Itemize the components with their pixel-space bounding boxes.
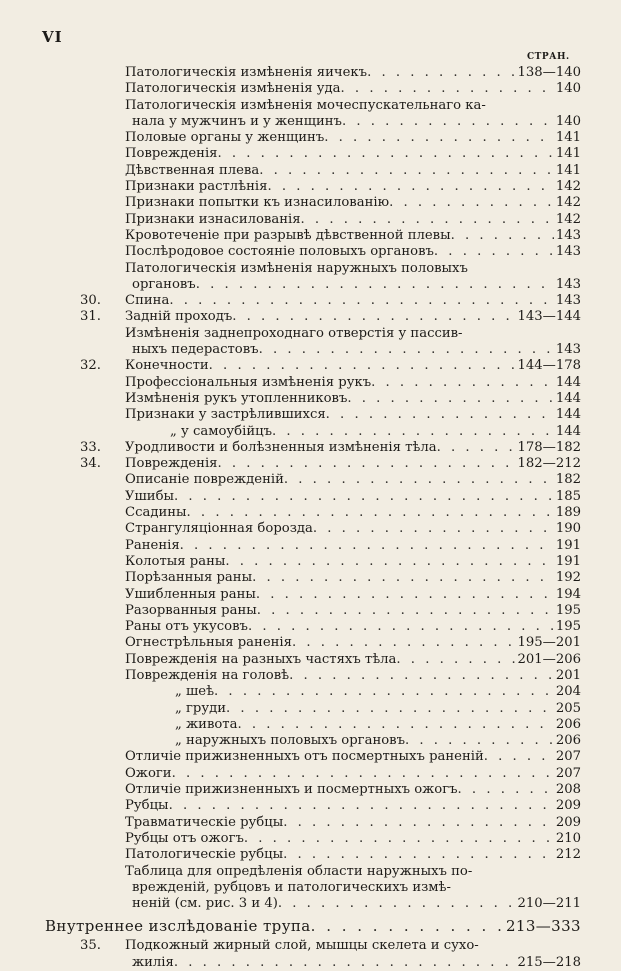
toc-entry-pages: 207 [555, 765, 581, 781]
toc-entry-title: Измѣненія заднепроходнаго отверстія у пассив- [125, 325, 463, 341]
toc-entry-title: Ушибы [125, 488, 175, 504]
toc-entry [0, 472, 621, 488]
toc-entry-pages: 195 [555, 602, 581, 618]
toc-entry-pages: 142 [555, 179, 581, 195]
toc-leader-dots [484, 749, 554, 765]
toc-entry-title: Признаки изнасилованія [125, 211, 301, 227]
toc-entry-title: Конечности [125, 358, 209, 374]
toc-entry [0, 440, 621, 456]
toc-entry [0, 917, 621, 936]
toc-entry [0, 684, 621, 700]
toc-entry-pages: 201—206 [517, 651, 581, 667]
toc-entry-pages: 143 [555, 244, 581, 260]
toc-entry-title: Подкожный жирный слой, мышцы скелета и сухо- [125, 938, 479, 954]
toc-entry-pages: 140 [555, 81, 581, 97]
toc-entry-pages: 144 [555, 407, 581, 423]
toc-leader-dots [283, 815, 554, 831]
toc-entry-title: Патологическія измѣненія яичекъ [125, 65, 368, 80]
toc-entry-pages: 206 [555, 733, 581, 749]
toc-entry-pages: 144 [555, 390, 581, 406]
toc-entry-title: нала у мужчинъ и у женщинъ [132, 113, 342, 129]
toc-leader-dots [237, 717, 553, 733]
toc-leader-dots [172, 766, 554, 782]
toc-entry [0, 489, 621, 505]
toc-entry [0, 65, 621, 81]
toc-entry-number: 34. [80, 456, 101, 472]
toc-entry-title: Уродливости и болѣзненныя измѣненія тѣла [125, 439, 437, 455]
toc-leader-dots [389, 195, 554, 211]
toc-leader-dots [367, 65, 515, 81]
toc-entry [0, 847, 621, 863]
toc-leader-dots [174, 955, 516, 971]
toc-leader-dots [311, 917, 504, 936]
toc-leader-dots [283, 847, 554, 863]
toc-entry [0, 130, 621, 146]
toc-entry [0, 652, 621, 668]
toc-entry-title: Описаніе поврежденій [125, 472, 284, 488]
toc-entry-pages: 208 [555, 782, 581, 798]
toc-entry [0, 228, 621, 244]
toc-leader-dots [451, 228, 554, 244]
toc-leader-dots [259, 342, 554, 358]
toc-entry-number: 32. [80, 358, 101, 374]
toc-entry-pages: 144 [555, 374, 581, 390]
toc-leader-dots [341, 81, 554, 97]
toc-entry [0, 587, 621, 603]
toc-entry-pages: 140 [555, 113, 581, 129]
toc-entry-pages: 143 [555, 276, 581, 292]
pages-column-header: СТРАН. [527, 52, 570, 62]
toc-entry [0, 81, 621, 97]
toc-leader-dots [434, 244, 554, 260]
toc-leader-dots [180, 538, 554, 554]
toc-entry-pages: 205 [555, 700, 581, 716]
toc-entry-title: Травматическіе рубцы [125, 814, 284, 830]
toc-leader-dots [347, 391, 553, 407]
toc-entry-pages: 209 [555, 814, 581, 830]
toc-leader-dots [405, 733, 554, 749]
toc-leader-dots [225, 554, 553, 570]
toc-entry-pages: 142 [555, 211, 581, 227]
toc-entry-pages: 143 [555, 227, 581, 243]
toc-entry-title: врежденій, рубцовъ и патологическихъ измѣ- [132, 879, 451, 895]
toc-entry-title: Внутреннее изслѣдованіе трупа [45, 917, 311, 936]
toc-entry [0, 293, 621, 309]
toc-leader-dots [209, 358, 516, 374]
toc-entry-pages: 212 [555, 847, 581, 863]
toc-entry-title: Разорванныя раны [125, 602, 257, 618]
toc-entry-title: Признаки растлѣнія [125, 179, 268, 195]
toc-entry [0, 538, 621, 554]
toc-entry-title: Поврежденія на разныхъ частяхъ тѣла [125, 651, 397, 667]
toc-entry-pages: 190 [555, 521, 581, 537]
toc-entry-pages: 206 [555, 716, 581, 732]
toc-entry-pages: 143—144 [517, 309, 581, 325]
toc-entry [0, 375, 621, 391]
toc-entry [0, 766, 621, 782]
toc-leader-dots [342, 114, 554, 130]
toc-entry [0, 179, 621, 195]
toc-entry [0, 114, 621, 130]
toc-entry-pages: 204 [555, 684, 581, 700]
toc-entry-title: Поврежденія [125, 456, 218, 472]
toc-entry [0, 798, 621, 814]
toc-entry-title: Странгуляціонная борозда [125, 521, 313, 537]
toc-leader-dots [174, 489, 554, 505]
toc-leader-dots [284, 472, 554, 488]
toc-entry-title: Патологическія измѣненія наружныхъ половыхъ [125, 260, 468, 276]
toc-entry [0, 603, 621, 619]
toc-leader-dots [256, 587, 554, 603]
toc-entry [0, 554, 621, 570]
toc-entry-title: „ живота [175, 716, 238, 732]
toc-entry-title: жилія [132, 954, 174, 970]
toc-entry-title: Патологическія измѣненія мочеспускательнаго ка- [125, 97, 486, 113]
toc-entry [0, 880, 621, 896]
toc-entry-pages: 210—211 [517, 896, 581, 912]
toc-leader-dots [244, 831, 554, 847]
toc-entry [0, 782, 621, 798]
toc-entry-number: 35. [80, 938, 101, 954]
toc-entry-title: Ссадины [125, 505, 187, 521]
table-of-contents [0, 65, 621, 971]
toc-entry [0, 277, 621, 293]
toc-entry [0, 635, 621, 651]
toc-entry-title: Патологическіе рубцы [125, 847, 284, 863]
toc-entry [0, 244, 621, 260]
toc-entry [0, 98, 621, 114]
toc-entry [0, 195, 621, 211]
toc-entry [0, 619, 621, 635]
toc-entry-number: 31. [80, 309, 101, 325]
toc-leader-dots [248, 619, 554, 635]
toc-entry-title: Профессіональныя измѣненія рукъ [125, 374, 372, 390]
toc-entry-number: 30. [80, 293, 101, 309]
toc-entry [0, 391, 621, 407]
toc-entry-pages: 182—212 [517, 456, 581, 472]
toc-entry [0, 146, 621, 162]
toc-entry-pages: 178—182 [517, 439, 581, 455]
toc-entry-number: 33. [80, 439, 101, 455]
toc-entry-title: ныхъ педерастовъ [132, 342, 259, 358]
toc-leader-dots [396, 652, 515, 668]
toc-entry [0, 456, 621, 472]
toc-entry-pages: 141 [555, 162, 581, 178]
toc-entry-pages: 191 [555, 537, 581, 553]
toc-entry-title: „ груди [175, 700, 227, 716]
toc-entry-pages: 213—333 [505, 917, 581, 936]
toc-leader-dots [218, 146, 554, 162]
toc-entry-pages: 138—140 [517, 65, 581, 80]
toc-entry-title: Отличіе прижизненныхъ и посмертныхъ ожогъ [125, 782, 458, 798]
toc-leader-dots [214, 684, 554, 700]
toc-leader-dots [196, 277, 554, 293]
toc-entry-pages: 143 [555, 342, 581, 358]
toc-entry-pages: 141 [555, 146, 581, 162]
page-number: VI [42, 28, 63, 46]
toc-entry [0, 505, 621, 521]
toc-entry-title: Поврежденія [125, 146, 218, 162]
toc-leader-dots [289, 668, 554, 684]
toc-entry-pages: 182 [555, 472, 581, 488]
toc-leader-dots [218, 456, 516, 472]
toc-entry [0, 407, 621, 423]
toc-entry-title: Порѣзанныя раны [125, 570, 253, 586]
toc-entry [0, 733, 621, 749]
toc-entry [0, 212, 621, 228]
toc-entry [0, 570, 621, 586]
toc-entry [0, 521, 621, 537]
toc-entry [0, 864, 621, 880]
toc-leader-dots [437, 440, 516, 456]
toc-entry-title: Раненія [125, 537, 180, 553]
toc-entry-title: органовъ [132, 276, 196, 292]
toc-entry-pages: 209 [555, 798, 581, 814]
toc-entry-title: Рубцы отъ ожогъ [125, 830, 244, 846]
toc-entry [0, 815, 621, 831]
toc-leader-dots [169, 293, 554, 309]
toc-entry-pages: 185 [555, 488, 581, 504]
toc-entry-pages: 195 [555, 619, 581, 635]
toc-leader-dots [324, 130, 554, 146]
toc-entry [0, 668, 621, 684]
toc-entry [0, 358, 621, 374]
toc-leader-dots [257, 603, 554, 619]
toc-entry-title: Раны отъ укусовъ [125, 619, 248, 635]
toc-entry [0, 326, 621, 342]
toc-entry-title: Огнестрѣльныя раненія [125, 635, 292, 651]
toc-entry-pages: 201 [555, 667, 581, 683]
toc-leader-dots [301, 212, 554, 228]
toc-entry-pages: 192 [555, 570, 581, 586]
toc-entry-title: „ шеѣ [175, 684, 215, 700]
toc-entry [0, 701, 621, 717]
toc-entry-title: Признаки попытки къ изнасилованію [125, 195, 390, 211]
toc-entry-title: Отличіе прижизненныхъ отъ посмертныхъ раненій [125, 749, 484, 765]
toc-leader-dots [371, 375, 554, 391]
toc-entry-title: Дѣвственная плева [125, 162, 260, 178]
toc-entry [0, 424, 621, 440]
toc-entry-title: неній (см. рис. 3 и 4) [132, 896, 278, 912]
toc-entry-title: Ушибленныя раны [125, 586, 256, 602]
toc-entry-title: Задній проходъ [125, 309, 233, 325]
toc-leader-dots [226, 701, 554, 717]
toc-leader-dots [326, 407, 554, 423]
toc-entry [0, 749, 621, 765]
toc-entry-title: Послѣродовое состояніе половыхъ органовъ [125, 244, 434, 260]
toc-entry-pages: 143 [555, 293, 581, 309]
toc-leader-dots [272, 424, 554, 440]
toc-leader-dots [232, 309, 515, 325]
toc-entry [0, 896, 621, 912]
toc-leader-dots [313, 521, 554, 537]
toc-entry-title: Половые органы у женщинъ [125, 130, 325, 146]
toc-entry-title: Ожоги [125, 765, 172, 781]
toc-leader-dots [458, 782, 554, 798]
toc-entry-title: Признаки у застрѣлившихся [125, 407, 326, 423]
toc-entry [0, 342, 621, 358]
toc-leader-dots [292, 635, 516, 651]
toc-entry [0, 938, 621, 954]
toc-leader-dots [252, 570, 554, 586]
toc-leader-dots [267, 179, 553, 195]
toc-entry-pages: 207 [555, 749, 581, 765]
toc-leader-dots [259, 163, 554, 179]
toc-leader-dots [278, 896, 516, 912]
toc-entry-title: Рубцы [125, 798, 169, 814]
toc-leader-dots [169, 798, 554, 814]
toc-entry-pages: 144 [555, 423, 581, 439]
toc-entry-pages: 142 [555, 195, 581, 211]
toc-entry-pages: 144—178 [517, 358, 581, 374]
toc-entry [0, 261, 621, 277]
toc-entry-title: „ у самоубійцъ [170, 423, 272, 439]
toc-entry-title: Поврежденія на головѣ [125, 667, 290, 683]
toc-entry-title: Кровотеченіе при разрывѣ дѣвственной плевы [125, 227, 451, 243]
toc-entry [0, 163, 621, 179]
toc-entry-title: Таблица для опредѣленія области наружныхъ по- [125, 863, 473, 879]
toc-entry [0, 955, 621, 971]
toc-leader-dots [187, 505, 554, 521]
toc-entry [0, 309, 621, 325]
toc-entry-pages: 195—201 [517, 635, 581, 651]
toc-entry-title: Патологическія измѣненія уда [125, 81, 341, 97]
toc-entry-title: Измѣненія рукъ утопленниковъ [125, 390, 348, 406]
toc-entry-pages: 215—218 [517, 954, 581, 970]
toc-entry-pages: 141 [555, 130, 581, 146]
toc-entry [0, 717, 621, 733]
toc-entry-title: „ наружныхъ половыхъ органовъ [175, 733, 405, 749]
toc-entry-pages: 189 [555, 505, 581, 521]
toc-entry-title: Колотыя раны [125, 553, 226, 569]
toc-entry-pages: 210 [555, 830, 581, 846]
toc-entry [0, 831, 621, 847]
toc-entry-pages: 194 [555, 586, 581, 602]
toc-entry-title: Спина [125, 293, 170, 309]
toc-entry-pages: 191 [555, 553, 581, 569]
